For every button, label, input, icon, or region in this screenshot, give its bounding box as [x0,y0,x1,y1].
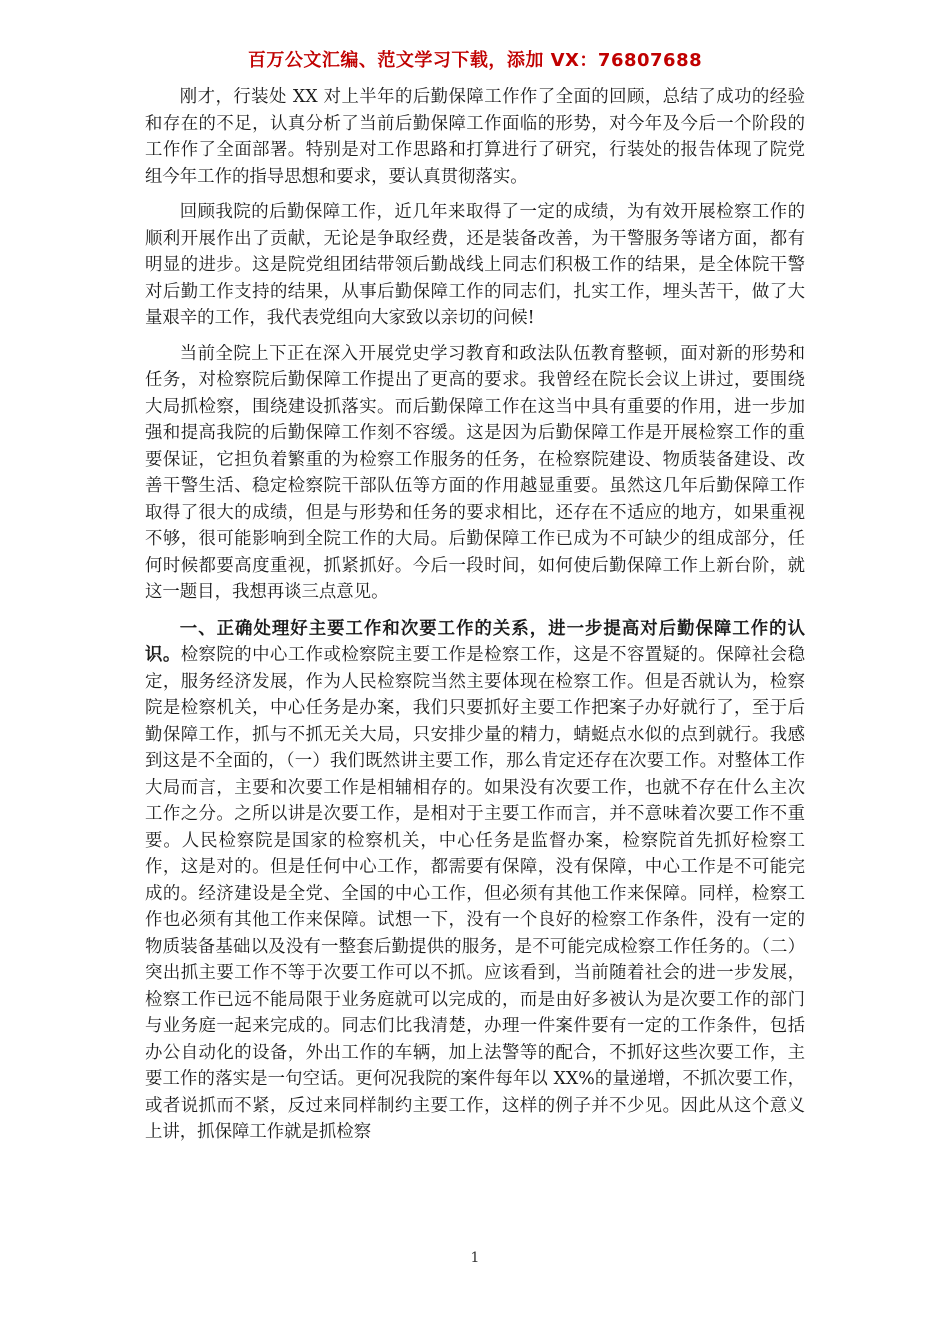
paragraph-3: 当前全院上下正在深入开展党史学习教育和政法队伍教育整顿，面对新的形势和任务，对检察院后勤保障工作提出了更高的要求。我曾经在院长会议上讲过，要围绕大局抓检察，围绕建设抓落实。而后勤保障工作在这当中具有重要的作用，进一步加强和提高我院的后勤保障工作刻不容缓。这是因为后勤保障工作是开展检察工作的重要保证，它担负着繁重的为检察工作服务的任务，在检察院建设、物质装备建设、改善干警生活、稳定检察院干部队伍等方面的作用越显重要。虽然这几年后勤保障工作取得了很大的成绩，但是与形势和任务的要求相比，还存在不适应的地方，如果重视不够，很可能影响到全院工作的大局。后勤保障工作已成为不可缺少的组成部分，任何时候都要高度重视，抓紧抓好。今后一段时间，如何使后勤保障工作上新台阶，就这一题目，我想再谈三点意见。 [145,343,805,602]
paragraph-4 [145,616,805,1146]
watermark-banner: 百万公文汇编、范文学习下载，添加 VX：76807688 [247,50,703,71]
paragraph-4-body: 检察院的中心工作或检察院主要工作是检察工作，这是不容置疑的。保障社会稳定，服务经济发展，作为人民检察院当然主要体现在检察工作。但是否就认为，检察院是检察机关，中心任务是办案，我们只要抓好主要工作把案子办好就行了，至于后勤保障工作，抓与不抓无关大局，只安排少量的精力，蜻蜓点水似的点到就行。我感到这是不全面的，（一）我们既然讲主要工作，那么肯定还存在次要工作。对整体工作大局而言，主要和次要工作是相辅相存的。如果没有次要工作，也就不存在什么主次工作之分。之所以讲是次要工作，是相对于主要工作而言，并不意味着次要工作不重要。人民检察院是国家的检察机关，中心任务是监督办案，检察院首先抓好检察工作，这是对的。但是任何中心工作，都需要有保障，没有保障，中心工作是不可能完成的。经济建设是全党、全国的中心工作，但必须有其他工作来保障。同样，检察工作也必须有其他工作来保障。试想一下，没有一个良好的检察工作条件，没有一定的物质装备基础以及没有一整套后勤提供的服务，是不可能完成检察工作任务的。（二）突出抓主要工作不等于次要工作可以不抓。应该看到，当前随着社会的进一步发展，检察工作已远不能局限于业务庭就可以完成的，而是由好多被认为是次要工作的部门与业务庭一起来完成的。同志们比我清楚，办理一件案件要有一定的工作条件，包括办公自动化的设备，外出工作的车辆，加上法警等的配合，不抓好这些次要工作，主要工作的落实是一句空话。更何况我院的案件每年以 XX%的量递增，不抓次要工作，或者说抓而不紧，反过来同样制约主要工作，这样的例子并不少见。因此从这个意义上讲，抓保障工作就是抓检察 [145,645,805,1142]
document-body [145,84,805,1154]
paragraph-2: 回顾我院的后勤保障工作，近几年来取得了一定的成绩，为有效开展检察工作的顺利开展作出了贡献，无论是争取经费，还是装备改善，为干警服务等诸方面，都有明显的进步。这是院党组团结带领后勤战线上同志们积极工作的结果，是全体院干警对后勤工作支持的结果，从事后勤保障工作的同志们，扎实工作，埋头苦干，做了大量艰辛的工作，我代表党组向大家致以亲切的问候! [145,202,805,328]
section-heading-1: 一、正确处理好主要工作和次要工作的关系，进一步提高对后勤保障工作的认识。 [145,618,805,665]
page-number: 1 [470,1250,480,1266]
paragraph-1: 刚才，行装处 XX 对上半年的后勤保障工作作了全面的回顾，总结了成功的经验和存在的不足，认真分析了当前后勤保障工作面临的形势，对今年及今后一个阶段的工作作了全面部署。特别是对工作思路和打算进行了研究，行装处的报告体现了院党组今年工作的指导思想和要求，要认真贯彻落实。 [145,87,805,187]
